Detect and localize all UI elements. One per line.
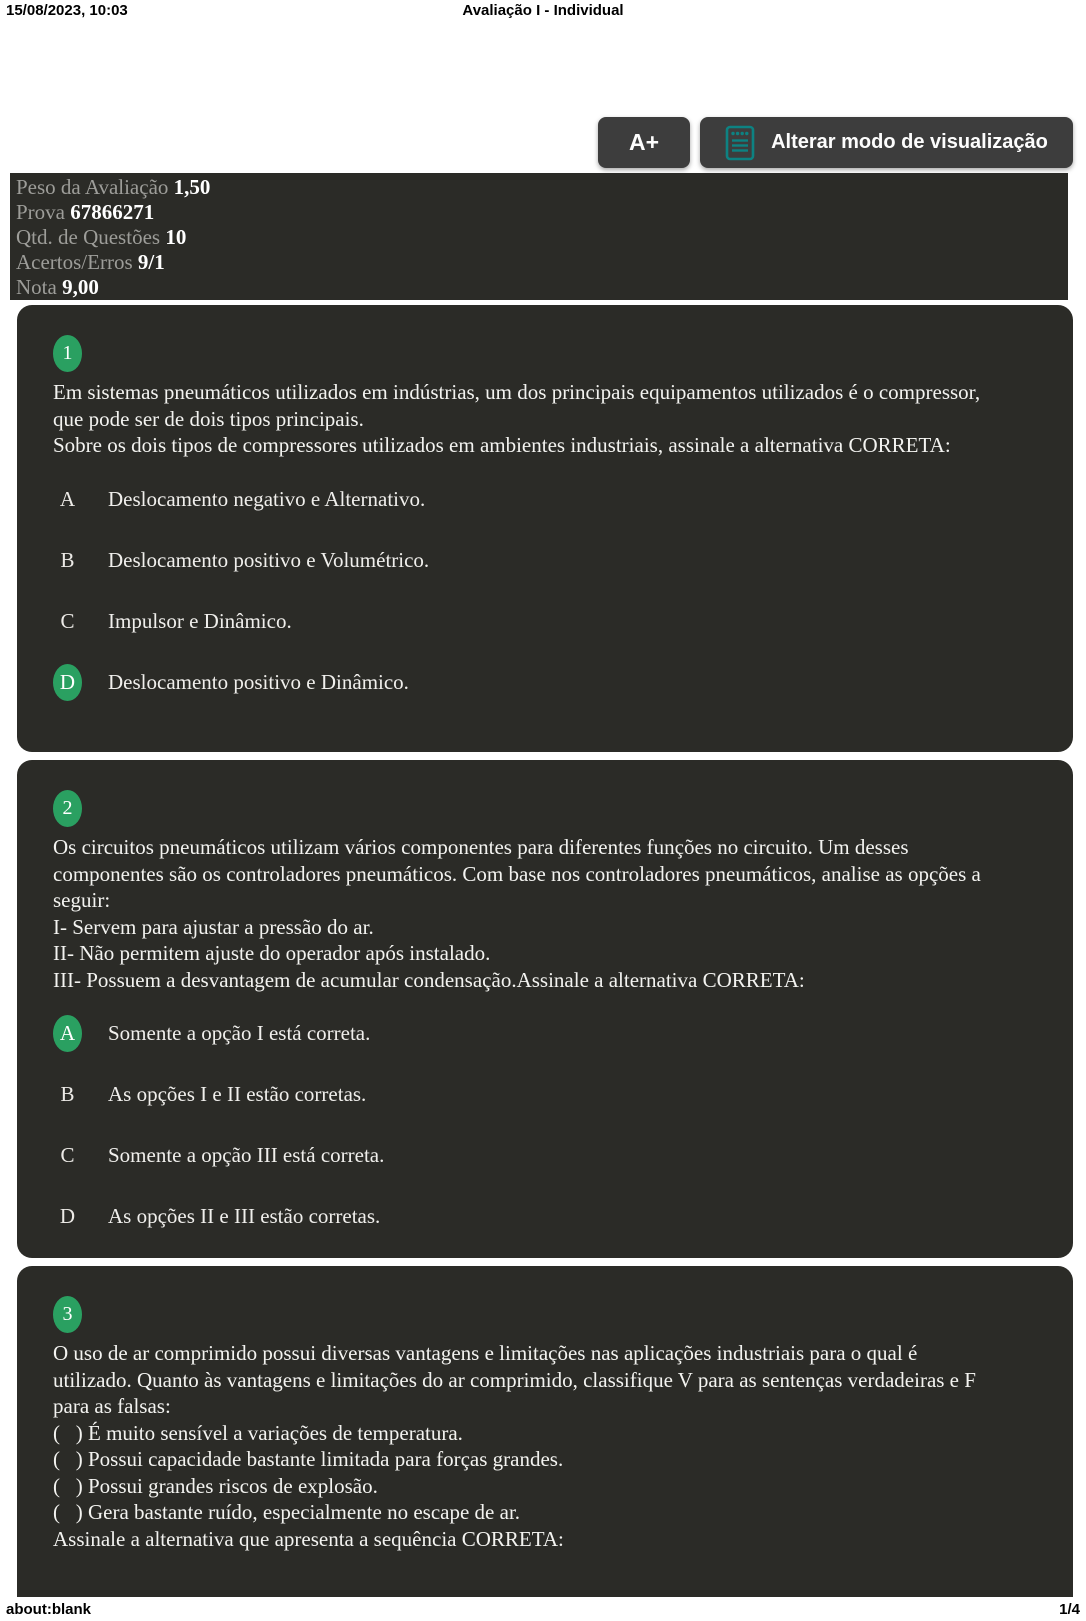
font-size-button[interactable]: A+ <box>598 117 690 168</box>
question-body-line: Sobre os dois tipos de compressores utilizados em ambientes industriais, assinale a alternativa CORRETA: <box>53 433 951 457</box>
question-body-line: ( ) É muito sensível a variações de temperatura. <box>53 1420 463 1445</box>
answer-sheet-icon <box>725 125 755 161</box>
summary-label: Prova <box>16 200 65 224</box>
question-card-1 <box>17 305 1073 752</box>
option-letter: C <box>60 1143 75 1167</box>
summary-label: Nota <box>16 275 57 299</box>
print-header <box>6 2 1080 19</box>
option-text: Deslocamento positivo e Volumétrico. <box>108 547 430 572</box>
question-number-badge <box>53 335 82 372</box>
option-row-b[interactable] <box>53 1076 1037 1113</box>
option-text: Deslocamento positivo e Dinâmico. <box>108 669 409 694</box>
question-body-line: III- Possuem a desvantagem de acumular condensação.Assinale a alternativa CORRETA: <box>53 967 805 992</box>
option-text: Impulsor e Dinâmico. <box>108 608 292 633</box>
summary-label: Peso da Avaliação <box>16 175 169 199</box>
question-number-badge <box>53 1296 82 1333</box>
summary-value: 9,00 <box>62 275 99 299</box>
question-card-2 <box>17 760 1073 1258</box>
question-number: 2 <box>62 797 73 819</box>
summary-value: 10 <box>165 225 187 249</box>
option-text: Somente a opção III está correta. <box>108 1143 385 1167</box>
summary-row <box>16 275 1062 300</box>
summary-row <box>16 175 1062 200</box>
header-date: 15/08/2023, 10:03 <box>6 2 128 19</box>
option-row-a[interactable] <box>53 1015 1037 1052</box>
view-mode-button-label: Alterar modo de visualização <box>771 131 1048 153</box>
summary-label: Acertos/Erros <box>16 250 133 274</box>
summary-value: 67866271 <box>70 200 155 224</box>
view-mode-button[interactable] <box>700 117 1073 168</box>
summary-row <box>16 225 1062 250</box>
option-row-a[interactable] <box>53 481 1037 518</box>
question-body-line: ( ) Possui capacidade bastante limitada para forças grandes. <box>53 1447 564 1471</box>
question-text <box>53 1340 983 1552</box>
option-row-d[interactable] <box>53 664 1037 701</box>
summary-row <box>16 250 1062 275</box>
question-number: 1 <box>62 342 73 364</box>
option-letter: A <box>53 1015 82 1052</box>
question-body-line: ( ) Gera bastante ruído, especialmente no escape de ar. <box>53 1500 521 1524</box>
summary-row <box>16 200 1062 225</box>
option-row-b[interactable] <box>53 542 1037 579</box>
assessment-summary-panel <box>10 173 1068 300</box>
footer-url: about:blank <box>6 1601 91 1618</box>
question-body-line: Os circuitos pneumáticos utilizam vários componentes para diferentes funções no circuito. Um desses componentes são os controladores pneumáticos. Com base nos controladores pneumáticos, analise as opções a seguir: <box>53 835 987 912</box>
question-body-line: Em sistemas pneumáticos utilizados em indústrias, um dos principais equipamentos utilizados é o compressor, que pode ser de dois tipos principais. <box>53 380 986 431</box>
summary-value: 1,50 <box>173 175 211 199</box>
option-text: Deslocamento negativo e Alternativo. <box>108 486 426 511</box>
print-footer <box>6 1601 1080 1618</box>
options-list <box>53 1015 1037 1235</box>
question-body-line: Assinale a alternativa que apresenta a sequência CORRETA: <box>53 1526 564 1551</box>
question-text <box>53 379 986 459</box>
option-row-c[interactable] <box>53 1137 1037 1174</box>
question-body-line: O uso de ar comprimido possui diversas vantagens e limitações nas aplicações industriais para o qual é utilizado. Quanto às vantagens e limitações do ar comprimido, classifique V para as sentenças verdadeiras e F para as falsas: <box>53 1341 982 1418</box>
question-text <box>53 834 987 993</box>
question-number: 3 <box>62 1303 73 1325</box>
question-body-line: II- Não permitem ajuste do operador após instalado. <box>53 941 491 965</box>
option-letter: B <box>60 547 75 572</box>
option-letter: B <box>60 1082 75 1106</box>
question-card-3 <box>17 1266 1073 1597</box>
option-letter: C <box>60 608 75 633</box>
question-number-badge <box>53 790 82 827</box>
option-text: Somente a opção I está correta. <box>108 1021 371 1045</box>
question-body-line: I- Servem para ajustar a pressão do ar. <box>53 914 374 939</box>
option-text: As opções II e III estão corretas. <box>108 1204 381 1228</box>
summary-label: Qtd. de Questões <box>16 225 161 249</box>
toolbar <box>598 117 1073 168</box>
summary-value: 9/1 <box>137 250 165 274</box>
option-letter: D <box>59 1204 76 1228</box>
option-row-c[interactable] <box>53 603 1037 640</box>
page-title: Avaliação I - Individual <box>462 2 624 19</box>
options-list <box>53 481 1037 701</box>
option-letter: A <box>59 486 76 511</box>
option-row-d[interactable] <box>53 1198 1037 1235</box>
option-text: As opções I e II estão corretas. <box>108 1082 367 1106</box>
option-letter: D <box>53 664 82 701</box>
question-body-line: ( ) Possui grandes riscos de explosão. <box>53 1473 378 1498</box>
footer-page-number: 1/4 <box>1059 1601 1080 1618</box>
